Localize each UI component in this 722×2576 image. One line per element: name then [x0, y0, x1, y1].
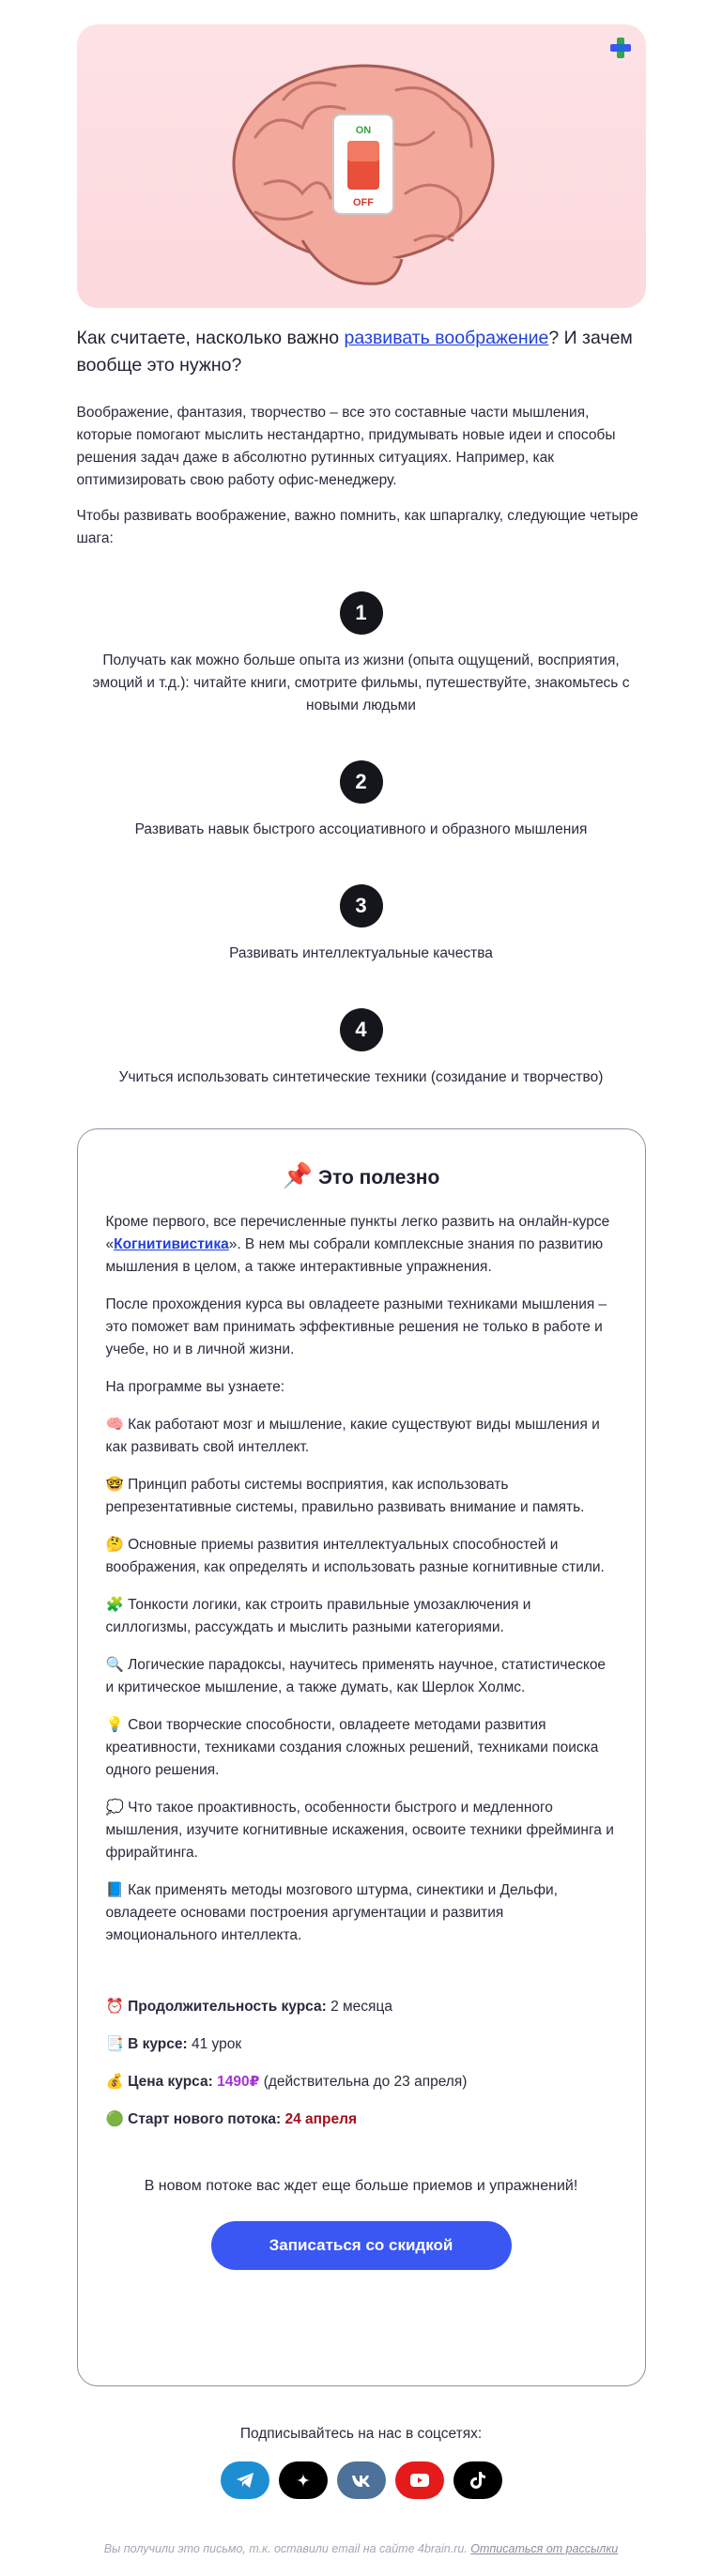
brain-switch-illustration — [227, 53, 499, 297]
lead-heading: Как считаете, насколько важно развивать воображение? И зачем вообще это нужно? — [76, 328, 633, 376]
document-icon: 📑 — [105, 2036, 124, 2052]
price-value: 1490₽ — [217, 2074, 260, 2090]
program-item: 🔍 Логические парадоксы, научитесь применять научное, статистическое и критическое мышление, а также думать, как Шерлок Холмс. — [105, 1657, 607, 1695]
steps-intro-paragraph: Чтобы развивать воображение, важно помнить, как шпаргалку, следующие четыре шага: — [76, 508, 638, 546]
pushpin-icon: 📌 — [282, 1161, 314, 1189]
step-text: Развивать навык быстрого ассоциативного и образного мышления — [134, 821, 588, 837]
telegram-icon[interactable] — [221, 2461, 269, 2499]
course-facts — [106, 1996, 617, 2131]
step-2 — [77, 760, 646, 841]
program-heading: На программе вы узнаете: — [105, 1379, 285, 1395]
program-item: 💡 Свои творческие способности, овладеете методами развития креативности, техниками создания сложных решений, техниками поиска одного решения. — [105, 1717, 599, 1778]
green-circle-icon: 🟢 — [105, 2111, 124, 2127]
brand-logo-icon — [608, 36, 633, 60]
step-3 — [77, 884, 646, 965]
program-item: 💭 Что такое проактивность, особенности быстрого и медленного мышления, изучите когнитивные искажения, освоите техники фрейминга и фрирайтинга. — [105, 1800, 614, 1861]
social-links — [77, 2461, 646, 2499]
course-benefit-paragraph: После прохождения курса вы овладеете разными техниками мышления – это поможет вам принимать эффективные решения не только в работе и учебе, но и в личной жизни. — [105, 1296, 607, 1357]
youtube-icon[interactable] — [395, 2461, 444, 2499]
start-fact: 🟢 Старт нового потока: 24 апреля — [105, 2111, 358, 2127]
lessons-fact: 📑 В курсе: 41 урок — [105, 2036, 242, 2052]
switch-off-label: OFF — [352, 197, 374, 208]
unsubscribe-link[interactable]: Отписаться от рассылки — [470, 2542, 619, 2555]
program-item: 🧩 Тонкости логики, как строить правильные умозаключения и силлогизмы, рассуждать и мыслить разными категориями. — [105, 1597, 531, 1635]
step-text: Учиться использовать синтетические техники (созидание и творчество) — [118, 1069, 604, 1085]
useful-title: 📌 Это полезно — [282, 1161, 440, 1189]
enroll-discount-button[interactable]: Записаться со скидкой — [211, 2221, 512, 2270]
start-date: 24 апреля — [284, 2111, 358, 2127]
program-item: 📘 Как применять методы мозгового штурма, синектики и Дельфи, овладеете основами построения аргументации и развития эмоционального интеллекта. — [105, 1882, 558, 1943]
program-item: 🤓 Принцип работы системы восприятия, как использовать репрезентативные системы, правильно развивать внимание и память. — [105, 1477, 585, 1515]
tiktok-icon[interactable] — [453, 2461, 502, 2499]
course-intro-paragraph: Кроме первого, все перечисленные пункты легко развить на онлайн-курсе «Когнитивистика». В нем мы собрали комплексные знания по развитию мышления в целом, а также интерактивные упражнения. — [105, 1214, 610, 1275]
step-number-badge: 1 — [340, 591, 383, 635]
email-container — [77, 24, 646, 2555]
step-number-badge: 2 — [340, 760, 383, 804]
program-item: 🧠 Как работают мозг и мышление, какие существуют виды мышления и как развивать свой интеллект. — [105, 1417, 600, 1455]
social-heading: Подписывайтесь на нас в соцсетях: — [239, 2426, 483, 2442]
step-text: Получать как можно больше опыта из жизни (опыта ощущений, восприятия, эмоций и т.д.): читайте книги, смотрите фильмы, путешествуйте, знакомьтесь с новыми людьми — [92, 652, 630, 713]
vk-icon[interactable] — [337, 2461, 386, 2499]
step-text: Развивать интеллектуальные качества — [229, 945, 493, 961]
money-bag-icon: 💰 — [105, 2074, 124, 2090]
alarm-clock-icon: ⏰ — [105, 1999, 124, 2015]
step-number-badge: 3 — [340, 884, 383, 928]
course-link[interactable]: Когнитивистика — [114, 1236, 229, 1252]
program-item: 🤔 Основные приемы развития интеллектуальных способностей и воображения, как определять и использовать разные когнитивные стили. — [105, 1537, 605, 1575]
step-1 — [77, 591, 646, 717]
zen-icon[interactable] — [279, 2461, 328, 2499]
step-number-badge: 4 — [340, 1008, 383, 1051]
hero-banner — [77, 24, 646, 308]
switch-on-label: ON — [355, 125, 371, 136]
promo-text: В новом потоке вас ждет еще больше приемов и упражнений! — [144, 2178, 578, 2194]
intro-paragraph: Воображение, фантазия, творчество – все это составные части мышления, которые помогают мыслить нестандартно, придумывать новые идеи и способы решения задач даже в абсолютно рутинных ситуациях. Например, как оптимизировать свою работу офис-менеджеру. — [76, 405, 616, 488]
duration-fact: ⏰ Продолжительность курса: 2 месяца — [105, 1999, 392, 2015]
step-4 — [77, 1008, 646, 1089]
develop-imagination-link[interactable]: развивать воображение — [344, 328, 549, 348]
useful-info-box — [77, 1128, 646, 2386]
price-fact: 💰 Цена курса: 1490₽ (действительна до 23 апреля) — [105, 2074, 468, 2090]
steps-list — [77, 591, 646, 1089]
footer-text: Вы получили это письмо, т.к. оставили email на сайте 4brain.ru. Отписаться от рассылки — [103, 2542, 619, 2555]
